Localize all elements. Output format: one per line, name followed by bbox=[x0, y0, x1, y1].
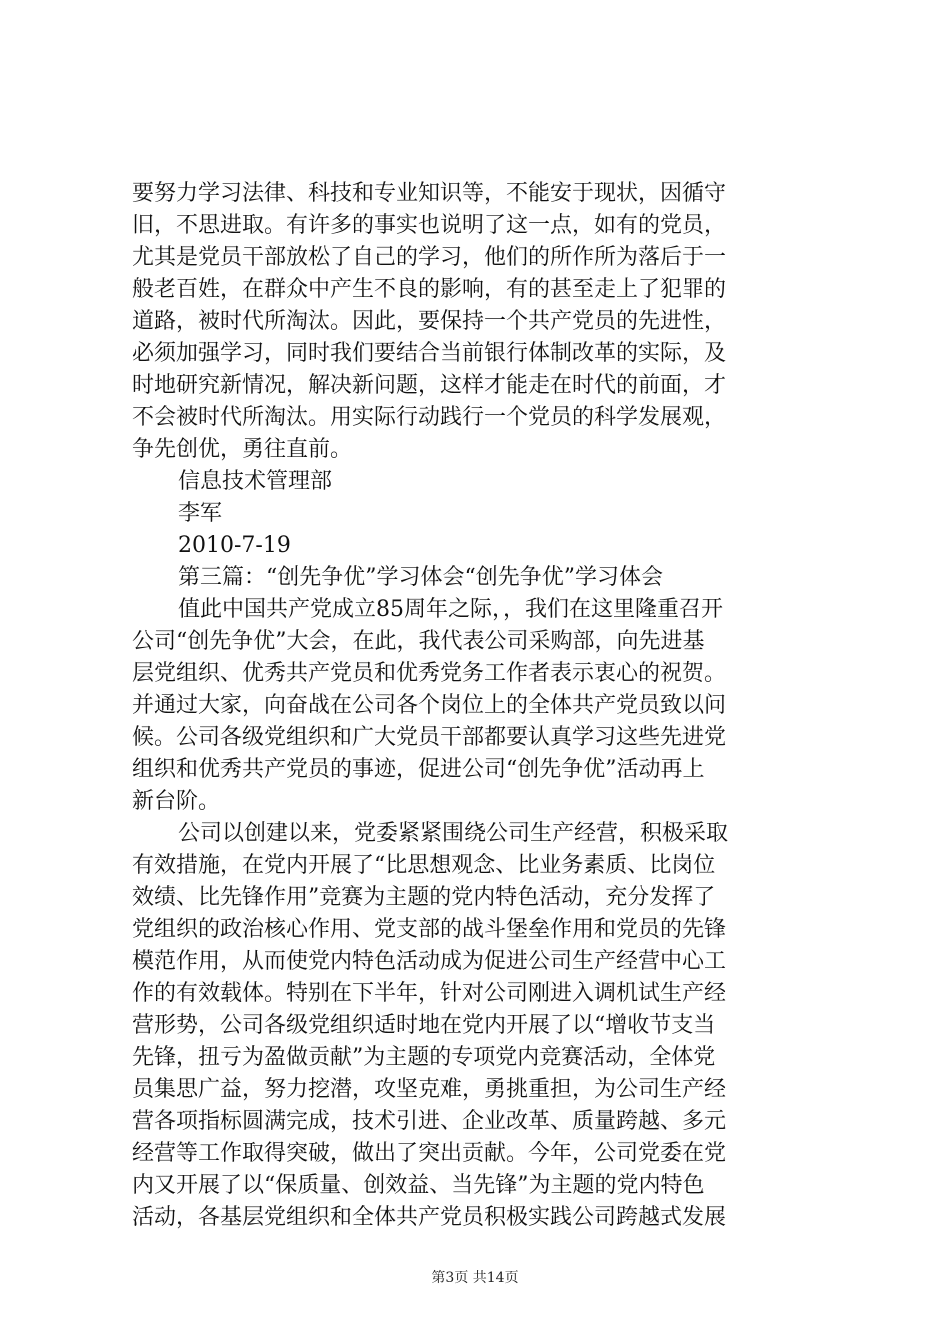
text-line: 李军 bbox=[178, 501, 223, 526]
page-footer: 第3页 共14页 bbox=[431, 1270, 519, 1286]
text-line: 活动，各基层党组织和全体共产党员积极实践公司跨越式发展 bbox=[132, 1205, 727, 1230]
text-line: 员集思广益，努力挖潜，攻坚克难，勇挑重担，为公司生产经 bbox=[132, 1077, 727, 1102]
text-line: 公司“创先争优”大会，在此，我代表公司采购部，向先进基 bbox=[132, 629, 705, 654]
text-line: 模范作用，从而使党内特色活动成为促进公司生产经营中心工 bbox=[132, 949, 727, 974]
text-line: 内又开展了以“保质量、创效益、当先锋”为主题的党内特色 bbox=[132, 1173, 705, 1198]
text-line: 党组织的政治核心作用、党支部的战斗堡垒作用和党员的先锋 bbox=[132, 917, 727, 942]
text-line: 第三篇：“创先争优”学习体会“创先争优”学习体会 bbox=[178, 565, 663, 590]
text-line: 时地研究新情况，解决新问题，这样才能走在时代的前面，才 bbox=[132, 373, 727, 398]
document-body bbox=[132, 178, 822, 1234]
text-line: 必须加强学习，同时我们要结合当前银行体制改革的实际，及 bbox=[132, 341, 727, 366]
text-line: 营各项指标圆满完成，技术引进、企业改革、质量跨越、多元 bbox=[132, 1109, 727, 1134]
text-line: 值此中国共产党成立85周年之际，，我们在这里隆重召开 bbox=[178, 597, 723, 622]
text-line: 公司以创建以来，党委紧紧围绕公司生产经营，积极采取 bbox=[178, 821, 729, 846]
text-line: 有效措施，在党内开展了“比思想观念、比业务素质、比岗位 bbox=[132, 853, 716, 878]
text-line: 并通过大家，向奋战在公司各个岗位上的全体共产党员致以问 bbox=[132, 693, 727, 718]
text-line: 般老百姓，在群众中产生不良的影响，有的甚至走上了犯罪的 bbox=[132, 277, 727, 302]
text-line: 新台阶。 bbox=[132, 789, 221, 814]
text-line: 信息技术管理部 bbox=[178, 469, 333, 494]
text-line: 效绩、比先锋作用”竞赛为主题的党内特色活动，充分发挥了 bbox=[132, 885, 716, 910]
text-line: 先锋，扭亏为盈做贡献”为主题的专项党内竞赛活动，全体党 bbox=[132, 1045, 716, 1070]
text-line: 不会被时代所淘汰。用实际行动践行一个党员的科学发展观， bbox=[132, 405, 727, 430]
text-line: 要努力学习法律、科技和专业知识等，不能安于现状，因循守 bbox=[132, 181, 727, 206]
text-line: 营形势，公司各级党组织适时地在党内开展了以“增收节支当 bbox=[132, 1013, 716, 1038]
text-line: 经营等工作取得突破，做出了突出贡献。今年，公司党委在党 bbox=[132, 1141, 727, 1166]
text-line: 道路，被时代所淘汰。因此，要保持一个共产党员的先进性， bbox=[132, 309, 727, 334]
text-line: 2010-7-19 bbox=[178, 533, 291, 558]
text-line: 候。公司各级党组织和广大党员干部都要认真学习这些先进党 bbox=[132, 725, 727, 750]
text-line: 作的有效载体。特别在下半年，针对公司刚进入调机试生产经 bbox=[132, 981, 727, 1006]
text-line: 尤其是党员干部放松了自己的学习，他们的所作所为落后于一 bbox=[132, 245, 727, 270]
text-line: 旧，不思进取。有许多的事实也说明了这一点，如有的党员， bbox=[132, 213, 727, 238]
text-line: 组织和优秀共产党员的事迹，促进公司“创先争优”活动再上 bbox=[132, 757, 705, 782]
text-line: 争先创优，勇往直前。 bbox=[132, 437, 353, 462]
text-line: 层党组织、优秀共产党员和优秀党务工作者表示衷心的祝贺。 bbox=[132, 661, 727, 686]
